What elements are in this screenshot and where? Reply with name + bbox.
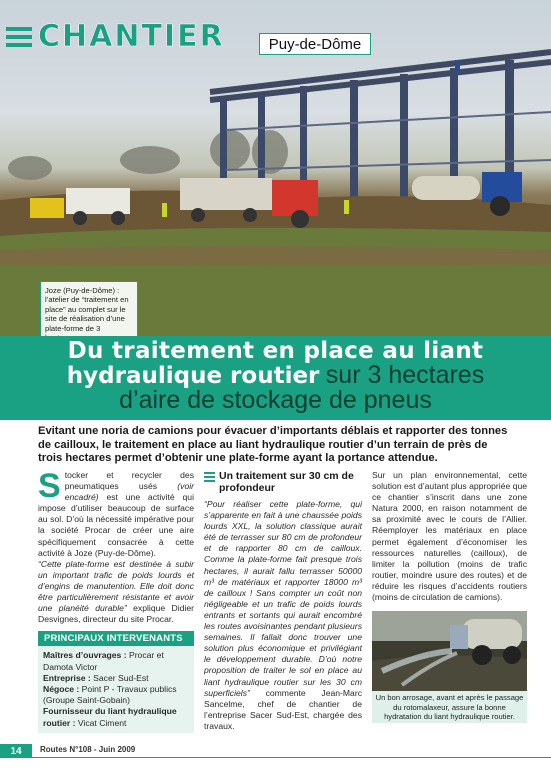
quote-attribution: explique Didier Desvignes, directeur du site Procar. (38, 603, 195, 625)
article-title-line-2 (0, 362, 551, 389)
page-footer (0, 744, 551, 758)
paragraph-environment: Sur un plan environnemental, cette solution est d’autant plus appropriée que ce chantier s’inscrit dans une zone Natura 2000, en raison notamment de sa proximité avec le cours de l’Allier. Réemployer les matériaux en place permet également d’économiser les ressources naturelles (cailloux), de limiter la pollution (moins de trafic routier, moindre usure des routes) et de réduire les risques d’accidents routiers (moins de circulation de camions). (372, 470, 527, 603)
stakeholder-item: Fournisseur du liant hydraulique routier : Vicat Ciment (43, 706, 177, 728)
subheading (204, 470, 362, 494)
article-title-line-3: d’aire de stockage de pneus (119, 386, 432, 414)
column-3 (372, 470, 527, 723)
technical-attribution: commente Jean-Marc Sancelme, chef de chantier de l’entreprise Sacer Sud-Est, chargée des travaux. (204, 687, 362, 731)
quote-text: “Cette plate-forme est destinée à subir un important trafic de poids lourds et d’engins de manutention. Elle doit donc être particulièrement résistante et avoir une planéité durable” (38, 558, 194, 614)
intro-reference: (voir encadré) (64, 481, 194, 503)
intro-text-end: est une activité qui impose d’utiliser beaucoup de surface au sol. D’où la nécessité impérative pour la société Procar de créer une aire spécifiquement consacrée à cette activité à Joze (Puy-de-Dôme). (38, 492, 194, 558)
watering-photo (372, 611, 527, 691)
column-2 (204, 470, 362, 732)
hero-photo (0, 0, 551, 336)
page-number: 14 (0, 744, 32, 758)
drop-cap: S (38, 467, 61, 505)
article-title-light: sur 3 hectares (325, 361, 485, 389)
article-lead: Evitant une noria de camions pour évacuer d’importants déblais et rapporter des tonnes de cailloux, le traitement en place au liant hydraulique routier d’un terrain de près de trois hectares permet d’obtenir une plate-forme ayant la portance attendue. (38, 425, 508, 465)
region-tag: Puy-de-Dôme (259, 33, 371, 55)
stakeholder-item: Entreprise : Sacer Sud-Est (43, 672, 149, 683)
article-title-line-1: Du traitement en place au liant (67, 338, 484, 364)
column-1 (38, 467, 195, 733)
paragraph-technical (204, 499, 362, 732)
journal-reference: Routes N°108 - Juin 2009 (40, 745, 136, 754)
paragraph-intro (38, 467, 194, 559)
article-title-bold: hydraulique routier (66, 363, 320, 389)
technical-quote: “Pour réaliser cette plate-forme, qui s’apparente en fait à une chaussée poids lourds XXL, la solution classique aurait été de terrasser sur 80 cm de profondeur et de rapporter 80 cm de cailloux. Comme la plate-forme fait presque trois hectares, il aurait fallu terrasser 50000 m³ de matériaux et rapporter 18000 m³ de cailloux ! Sans compter un coût non négligeable et un trafic de poids lourds entrants et sortants qui aurait encombré les routes avoisinantes pendant plusieurs semaines. Il fallait donc trouver une solution plus économique et privilégiant le développement durable. D’où notre proposition de traiter le sol en place au liant hydraulique routier sur les 30 cm superficiels” (204, 499, 362, 698)
footer-rule (32, 757, 551, 758)
section-icon (6, 27, 32, 47)
stakeholder-item: Négoce : Point P - Travaux publics (Groupe Saint-Gobain) (43, 684, 177, 706)
paragraph-quote (38, 559, 194, 626)
subheading-icon (204, 472, 215, 482)
watering-truck-illustration (372, 611, 527, 691)
stakeholders-box (38, 646, 194, 732)
section-title: CHANTIER (38, 19, 225, 54)
photo-caption: Joze (Puy-de-Dôme) : l’atelier de “traitement en place” au complet sur le site de réalisation d’une plate-forme de 3 (40, 281, 138, 347)
section-header (0, 19, 225, 54)
subheading-title: Un traitement sur 30 cm de profondeur (219, 470, 354, 494)
stakeholder-item: Maîtres d’ouvrages : Procar et Damota Victor (43, 650, 164, 672)
watering-photo-caption: Un bon arrosage, avant et après le passage du rotomalaxeur, assure la bonne hydratation du liant hydraulique routier. (372, 691, 527, 723)
intro-text: tocker et recycler des pneumatiques usés (64, 470, 194, 492)
stakeholders-box-title: PRINCIPAUX INTERVENANTS (38, 631, 194, 646)
